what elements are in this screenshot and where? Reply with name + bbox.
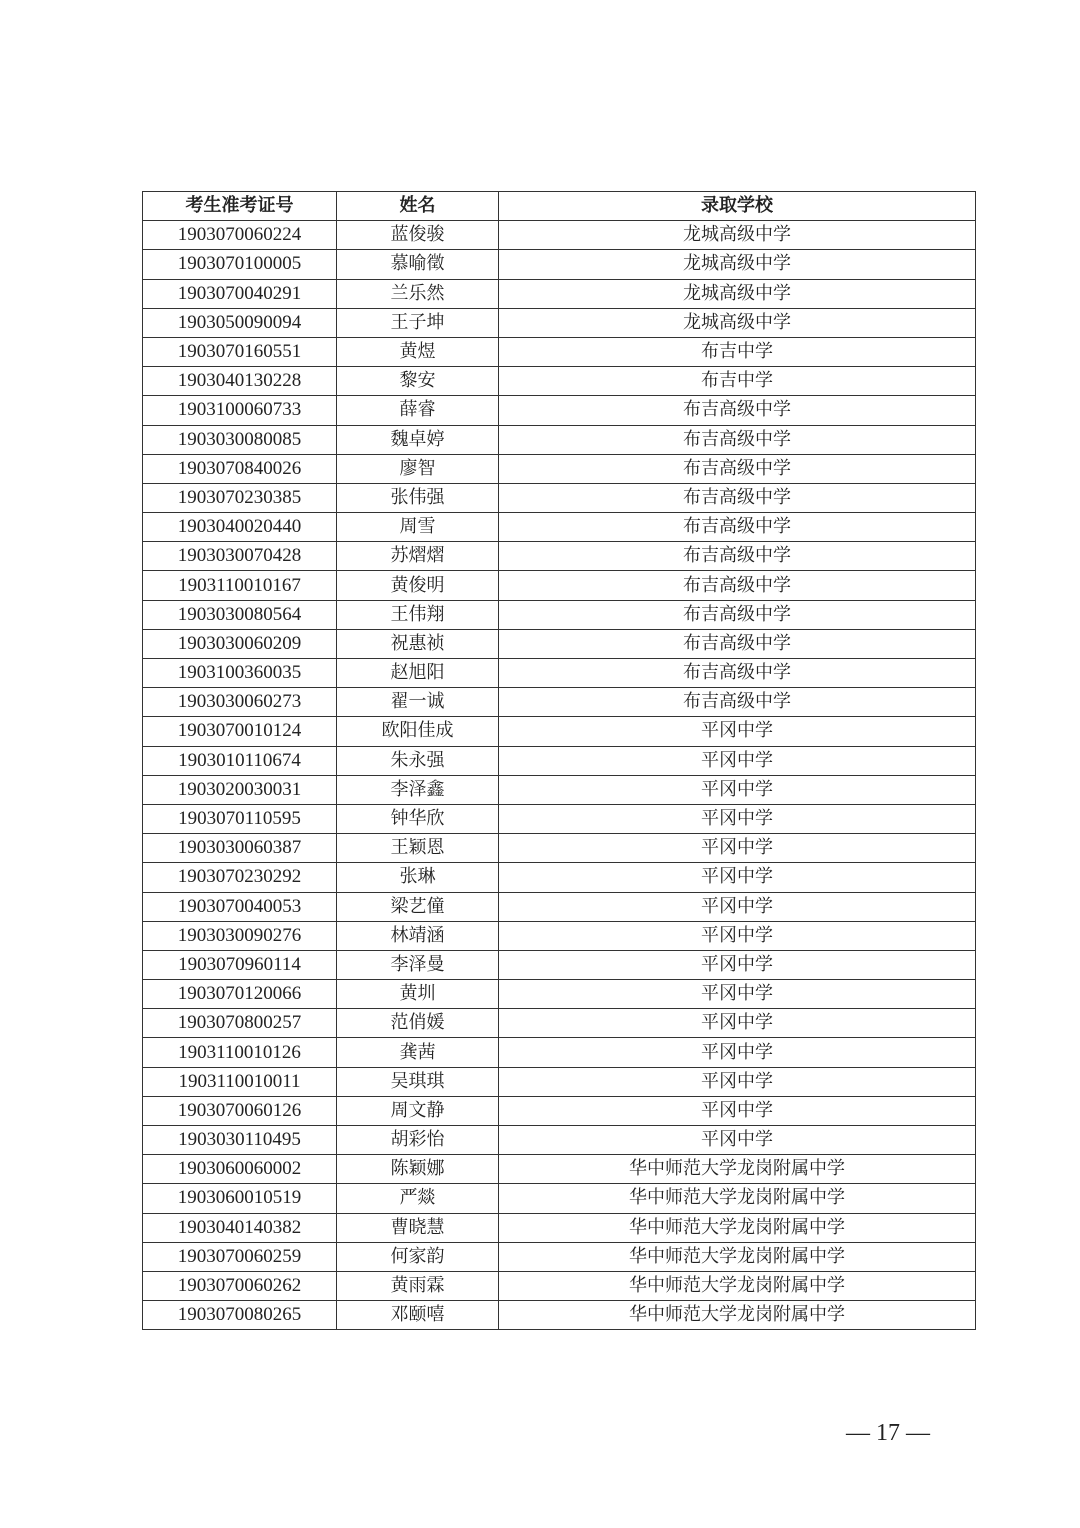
table-row [143,717,976,746]
cell-exam-id: 1903030060273 [143,688,337,717]
table-row [143,221,976,250]
cell-name: 张琳 [337,863,499,892]
cell-school: 平冈中学 [499,804,976,833]
cell-name: 黄圳 [337,980,499,1009]
table-row [143,834,976,863]
cell-name: 吴琪琪 [337,1067,499,1096]
table-row [143,804,976,833]
cell-school: 布吉高级中学 [499,600,976,629]
table-row [143,1126,976,1155]
cell-name: 邓颐嘻 [337,1301,499,1330]
cell-school: 华中师范大学龙岗附属中学 [499,1213,976,1242]
cell-school: 平冈中学 [499,980,976,1009]
cell-name: 张伟强 [337,483,499,512]
cell-name: 慕喻徵 [337,250,499,279]
cell-name: 胡彩怡 [337,1126,499,1155]
cell-exam-id: 1903070060259 [143,1242,337,1271]
cell-exam-id: 1903110010167 [143,571,337,600]
cell-exam-id: 1903030060387 [143,834,337,863]
table-row [143,483,976,512]
cell-exam-id: 1903070110595 [143,804,337,833]
cell-school: 龙城高级中学 [499,250,976,279]
cell-exam-id: 1903030080564 [143,600,337,629]
table-row [143,1155,976,1184]
table-row [143,250,976,279]
cell-exam-id: 1903070060126 [143,1096,337,1125]
table-row [143,863,976,892]
cell-exam-id: 1903070960114 [143,950,337,979]
cell-school: 平冈中学 [499,863,976,892]
cell-school: 华中师范大学龙岗附属中学 [499,1155,976,1184]
cell-name: 严燚 [337,1184,499,1213]
table-row [143,659,976,688]
table-row [143,629,976,658]
table-row [143,1067,976,1096]
cell-exam-id: 1903010110674 [143,746,337,775]
cell-exam-id: 1903070100005 [143,250,337,279]
table-row [143,337,976,366]
cell-exam-id: 1903070040053 [143,892,337,921]
cell-school: 龙城高级中学 [499,279,976,308]
cell-exam-id: 1903040140382 [143,1213,337,1242]
cell-school: 华中师范大学龙岗附属中学 [499,1242,976,1271]
table-row [143,1213,976,1242]
cell-name: 王伟翔 [337,600,499,629]
table-row [143,542,976,571]
cell-exam-id: 1903040130228 [143,367,337,396]
cell-school: 平冈中学 [499,921,976,950]
table-row [143,308,976,337]
cell-school: 平冈中学 [499,775,976,804]
table-row [143,279,976,308]
cell-name: 范俏媛 [337,1009,499,1038]
table-header-row [143,192,976,221]
cell-school: 华中师范大学龙岗附属中学 [499,1271,976,1300]
cell-school: 平冈中学 [499,1009,976,1038]
header-name: 姓名 [337,192,499,221]
cell-name: 周文静 [337,1096,499,1125]
table-row [143,454,976,483]
cell-name: 魏卓婷 [337,425,499,454]
cell-exam-id: 1903060010519 [143,1184,337,1213]
cell-name: 苏熠熠 [337,542,499,571]
cell-school: 华中师范大学龙岗附属中学 [499,1184,976,1213]
cell-exam-id: 1903070060262 [143,1271,337,1300]
table-row [143,1301,976,1330]
cell-school: 平冈中学 [499,1067,976,1096]
cell-school: 龙城高级中学 [499,221,976,250]
cell-name: 朱永强 [337,746,499,775]
cell-school: 平冈中学 [499,746,976,775]
cell-school: 布吉高级中学 [499,571,976,600]
cell-exam-id: 1903060060002 [143,1155,337,1184]
table-row [143,950,976,979]
cell-name: 王颖恩 [337,834,499,863]
cell-school: 布吉中学 [499,367,976,396]
cell-name: 王子坤 [337,308,499,337]
cell-name: 周雪 [337,513,499,542]
cell-exam-id: 1903110010126 [143,1038,337,1067]
cell-school: 平冈中学 [499,834,976,863]
table-row [143,980,976,1009]
table-row [143,892,976,921]
cell-exam-id: 1903030060209 [143,629,337,658]
cell-exam-id: 1903070080265 [143,1301,337,1330]
page-number: — 17 — [846,1420,930,1446]
cell-school: 布吉高级中学 [499,542,976,571]
cell-exam-id: 1903030110495 [143,1126,337,1155]
cell-school: 平冈中学 [499,1038,976,1067]
cell-exam-id: 1903070230385 [143,483,337,512]
table-body [143,221,976,1330]
cell-exam-id: 1903100060733 [143,396,337,425]
table-row [143,1184,976,1213]
table-row [143,1242,976,1271]
table-row [143,775,976,804]
cell-exam-id: 1903110010011 [143,1067,337,1096]
cell-name: 陈颖娜 [337,1155,499,1184]
cell-school: 华中师范大学龙岗附属中学 [499,1301,976,1330]
cell-name: 黄煜 [337,337,499,366]
cell-school: 布吉高级中学 [499,454,976,483]
cell-name: 欧阳佳成 [337,717,499,746]
cell-school: 布吉高级中学 [499,483,976,512]
cell-name: 黎安 [337,367,499,396]
cell-school: 平冈中学 [499,1096,976,1125]
cell-school: 龙城高级中学 [499,308,976,337]
cell-name: 祝惠祯 [337,629,499,658]
cell-name: 李泽曼 [337,950,499,979]
cell-exam-id: 1903040020440 [143,513,337,542]
header-school: 录取学校 [499,192,976,221]
admission-table [142,191,976,1330]
cell-exam-id: 1903070800257 [143,1009,337,1038]
header-exam-id: 考生准考证号 [143,192,337,221]
cell-name: 赵旭阳 [337,659,499,688]
cell-name: 黄雨霖 [337,1271,499,1300]
cell-school: 布吉高级中学 [499,659,976,688]
cell-exam-id: 1903030090276 [143,921,337,950]
table-row [143,513,976,542]
cell-school: 平冈中学 [499,1126,976,1155]
table-row [143,1096,976,1125]
cell-name: 翟一诚 [337,688,499,717]
table-row [143,571,976,600]
cell-school: 布吉高级中学 [499,396,976,425]
table-row [143,425,976,454]
cell-name: 钟华欣 [337,804,499,833]
cell-exam-id: 1903070010124 [143,717,337,746]
cell-exam-id: 1903050090094 [143,308,337,337]
cell-name: 林靖涵 [337,921,499,950]
cell-name: 梁艺僮 [337,892,499,921]
cell-name: 何家韵 [337,1242,499,1271]
cell-exam-id: 1903020030031 [143,775,337,804]
table-row [143,921,976,950]
cell-school: 平冈中学 [499,717,976,746]
cell-exam-id: 1903070230292 [143,863,337,892]
cell-name: 黄俊明 [337,571,499,600]
cell-name: 龚茜 [337,1038,499,1067]
table-row [143,1038,976,1067]
cell-name: 曹晓慧 [337,1213,499,1242]
cell-exam-id: 1903070040291 [143,279,337,308]
table-row [143,396,976,425]
cell-school: 布吉高级中学 [499,688,976,717]
cell-school: 平冈中学 [499,950,976,979]
table-row [143,746,976,775]
cell-exam-id: 1903030070428 [143,542,337,571]
cell-name: 李泽鑫 [337,775,499,804]
cell-exam-id: 1903070160551 [143,337,337,366]
cell-exam-id: 1903070840026 [143,454,337,483]
cell-name: 兰乐然 [337,279,499,308]
cell-exam-id: 1903070120066 [143,980,337,1009]
cell-school: 布吉高级中学 [499,629,976,658]
cell-school: 布吉中学 [499,337,976,366]
cell-name: 蓝俊骏 [337,221,499,250]
table-row [143,1271,976,1300]
cell-school: 平冈中学 [499,892,976,921]
cell-exam-id: 1903030080085 [143,425,337,454]
cell-exam-id: 1903100360035 [143,659,337,688]
table-row [143,367,976,396]
table-row [143,600,976,629]
table-row [143,688,976,717]
cell-school: 布吉高级中学 [499,425,976,454]
cell-exam-id: 1903070060224 [143,221,337,250]
cell-name: 薛睿 [337,396,499,425]
table-row [143,1009,976,1038]
cell-school: 布吉高级中学 [499,513,976,542]
cell-name: 廖智 [337,454,499,483]
